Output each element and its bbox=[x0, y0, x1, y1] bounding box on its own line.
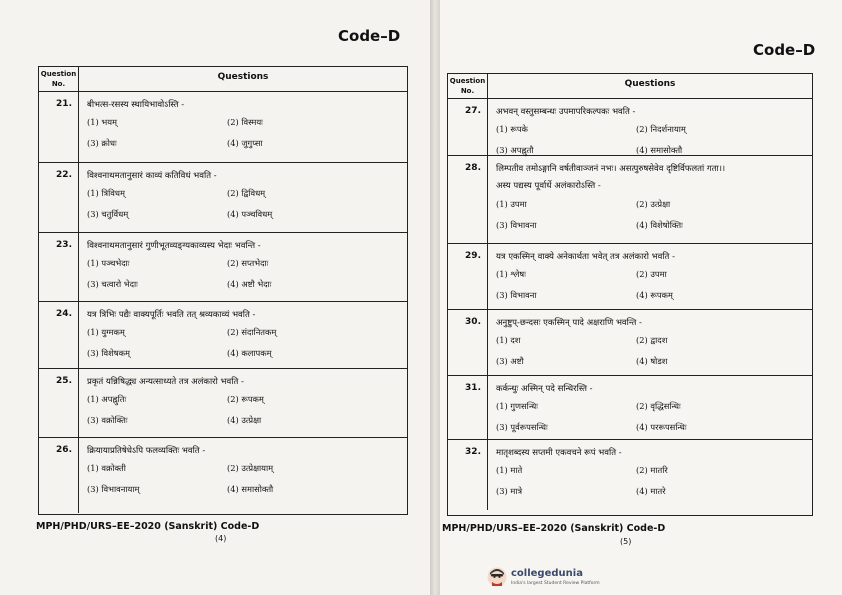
page-number: (5) bbox=[620, 537, 632, 546]
question-body bbox=[87, 92, 401, 163]
question-number: 27. bbox=[448, 99, 488, 155]
question-row bbox=[448, 310, 812, 376]
question-no-header: Question No. bbox=[448, 74, 488, 98]
option-4: (4) मातरे bbox=[636, 486, 666, 496]
question-row bbox=[448, 376, 812, 440]
option-3: (3) विभावनायाम् bbox=[87, 484, 140, 494]
option-2: (2) द्वादश bbox=[636, 335, 668, 345]
collegedunia-logo-icon bbox=[487, 567, 507, 587]
question-stem: लिम्पतीव तमोऽङ्गानि वर्षतीवाञ्जनं नभः। असत्पुरुषसेवेव दृष्टिर्विफलतां गता।। bbox=[496, 164, 726, 174]
table-header bbox=[448, 74, 812, 99]
option-2: (2) उत्प्रेक्षा bbox=[636, 199, 671, 209]
question-body bbox=[496, 310, 806, 376]
option-1: (1) गुणसन्धिः bbox=[496, 401, 538, 411]
option-4: (4) पररूपसन्धिः bbox=[636, 422, 687, 432]
question-number: 31. bbox=[448, 376, 488, 439]
question-stem: क्रियायाप्रतिषेधेऽपि फलव्यक्तिः भवति - bbox=[87, 446, 206, 456]
option-4: (4) अष्टौ भेदाः bbox=[227, 279, 272, 289]
questions-table bbox=[38, 66, 408, 515]
question-row bbox=[448, 99, 812, 156]
book-gutter bbox=[430, 0, 440, 595]
question-row bbox=[448, 156, 812, 244]
question-body bbox=[496, 440, 806, 510]
brand-tagline: India's largest Student Review Platform bbox=[511, 581, 600, 586]
question-body bbox=[87, 163, 401, 233]
question-number: 22. bbox=[39, 163, 79, 232]
option-2: (2) निदर्शनायाम् bbox=[636, 124, 686, 134]
option-3: (3) विभावना bbox=[496, 220, 537, 230]
question-body bbox=[87, 302, 401, 369]
question-stem-line2: अस्य पद्यस्य पूर्वार्धे अलंकारोऽस्ति - bbox=[496, 181, 601, 191]
option-3: (3) विभावना bbox=[496, 290, 537, 300]
option-1: (1) युग्मकम् bbox=[87, 327, 125, 337]
question-number: 29. bbox=[448, 244, 488, 309]
option-4: (4) जुगुप्सा bbox=[227, 138, 263, 148]
question-stem: विश्वनाथमतानुसारं गुणीभूतव्यङ्ग्यकाव्यस्य भेदाः भवन्ति - bbox=[87, 241, 261, 251]
question-stem: कर्कन्धुः अस्मिन् पदे सन्धिरस्ति - bbox=[496, 384, 593, 394]
question-number: 23. bbox=[39, 233, 79, 301]
option-4: (4) षोडश bbox=[636, 356, 668, 366]
watermark-brand bbox=[487, 566, 600, 590]
question-stem: बीभत्स-रसस्य स्थायिभावोऽस्ति - bbox=[87, 100, 185, 110]
page-footer: MPH/PHD/URS–EE–2020 (Sanskrit) Code-D bbox=[442, 523, 666, 534]
questions-header: Questions bbox=[217, 72, 269, 82]
brand-name: collegedunia bbox=[511, 568, 583, 579]
question-row bbox=[39, 302, 407, 369]
questions-header: Questions bbox=[624, 79, 676, 89]
question-body bbox=[87, 233, 401, 302]
option-3: (3) क्रोधः bbox=[87, 138, 117, 148]
question-number: 30. bbox=[448, 310, 488, 375]
option-2: (2) द्विविधम् bbox=[227, 188, 266, 198]
option-3: (3) विशेषकम् bbox=[87, 348, 130, 358]
option-2: (2) मातरि bbox=[636, 465, 668, 475]
option-2: (2) उत्प्रेक्षायाम् bbox=[227, 463, 274, 473]
option-4: (4) पञ्चविधम् bbox=[227, 209, 273, 219]
question-number: 21. bbox=[39, 92, 79, 162]
option-2: (2) उपमा bbox=[636, 269, 667, 279]
option-1: (1) श्लेषः bbox=[496, 269, 526, 279]
question-body bbox=[87, 369, 401, 438]
option-4: (4) उत्प्रेक्षा bbox=[227, 415, 262, 425]
option-4: (4) विशेषोक्तिः bbox=[636, 220, 683, 230]
question-stem: प्रकृतं यन्निषिद्ध्य अन्यत्साध्यते तत्र अलंकारो भवति - bbox=[87, 377, 244, 387]
code-label: Code–D bbox=[753, 41, 816, 59]
option-3: (3) अष्टौ bbox=[496, 356, 524, 366]
option-1: (1) पञ्चभेदाः bbox=[87, 258, 130, 268]
code-label: Code–D bbox=[338, 27, 401, 45]
right-page bbox=[440, 0, 842, 595]
question-stem: यत्र त्रिभिः पद्यैः वाक्यपूर्तिः भवति तत् श्रव्यकाव्यं भवति - bbox=[87, 310, 256, 320]
question-number: 24. bbox=[39, 302, 79, 368]
question-body bbox=[496, 156, 806, 244]
option-1: (1) रूपके bbox=[496, 124, 528, 134]
option-4: (4) रूपकम् bbox=[636, 290, 673, 300]
option-1: (1) भयम् bbox=[87, 117, 117, 127]
option-2: (2) वृद्धिसन्धिः bbox=[636, 401, 681, 411]
option-1: (1) अपह्नुतिः bbox=[87, 394, 127, 404]
page-footer: MPH/PHD/URS–EE–2020 (Sanskrit) Code-D bbox=[36, 521, 260, 532]
option-4: (4) समासोक्तौ bbox=[636, 145, 683, 155]
question-no-header: Question No. bbox=[39, 67, 79, 91]
question-body bbox=[496, 244, 806, 310]
option-4: (4) समासोक्तौ bbox=[227, 484, 274, 494]
option-2: (2) संदानितकम् bbox=[227, 327, 277, 337]
option-2: (2) रूपकम् bbox=[227, 394, 264, 404]
question-row bbox=[39, 233, 407, 302]
option-3: (3) चतुर्विधम् bbox=[87, 209, 129, 219]
question-stem: अनुष्टुप्-छन्दसः एकस्मिन् पादे अक्षराणि भवन्ति - bbox=[496, 318, 642, 328]
option-1: (1) वक्रोक्ती bbox=[87, 463, 126, 473]
page-number: (4) bbox=[215, 534, 227, 543]
question-number: 32. bbox=[448, 440, 488, 510]
option-1: (1) माते bbox=[496, 465, 523, 475]
question-number: 28. bbox=[448, 156, 488, 243]
option-3: (3) चत्वारो भेदाः bbox=[87, 279, 138, 289]
question-row bbox=[39, 92, 407, 163]
question-number: 26. bbox=[39, 438, 79, 513]
option-2: (2) सप्तभेदाः bbox=[227, 258, 269, 268]
option-4: (4) कलापकम् bbox=[227, 348, 272, 358]
question-row bbox=[448, 244, 812, 310]
question-number: 25. bbox=[39, 369, 79, 437]
question-body bbox=[496, 99, 806, 156]
option-1: (1) उपमा bbox=[496, 199, 527, 209]
option-1: (1) दश bbox=[496, 335, 521, 345]
option-3: (3) अपह्नुतौ bbox=[496, 145, 534, 155]
question-stem: यत्र एकस्मिन् वाक्ये अनेकार्थता भवेत् तत्र अलंकारो भवति - bbox=[496, 252, 675, 262]
questions-table bbox=[447, 73, 813, 516]
question-row bbox=[448, 440, 812, 510]
question-stem: विश्वनाथमतानुसारं काव्यं कतिविधं भवति - bbox=[87, 171, 217, 181]
option-3: (3) पूर्वरूपसन्धिः bbox=[496, 422, 548, 432]
table-header bbox=[39, 67, 407, 92]
question-stem: अभवन् वस्तुसम्बन्धः उपमापरिकल्पकः भवति - bbox=[496, 107, 636, 117]
question-row bbox=[39, 438, 407, 513]
option-1: (1) त्रिविधम् bbox=[87, 188, 125, 198]
option-3: (3) वक्रोक्तिः bbox=[87, 415, 128, 425]
option-2: (2) विस्मयः bbox=[227, 117, 263, 127]
option-3: (3) मात्रे bbox=[496, 486, 523, 496]
question-row bbox=[39, 163, 407, 233]
question-body bbox=[496, 376, 806, 440]
question-stem: मातृशब्दस्य सप्तमी एकवचने रूपं भवति - bbox=[496, 448, 622, 458]
question-row bbox=[39, 369, 407, 438]
question-body bbox=[87, 438, 401, 513]
